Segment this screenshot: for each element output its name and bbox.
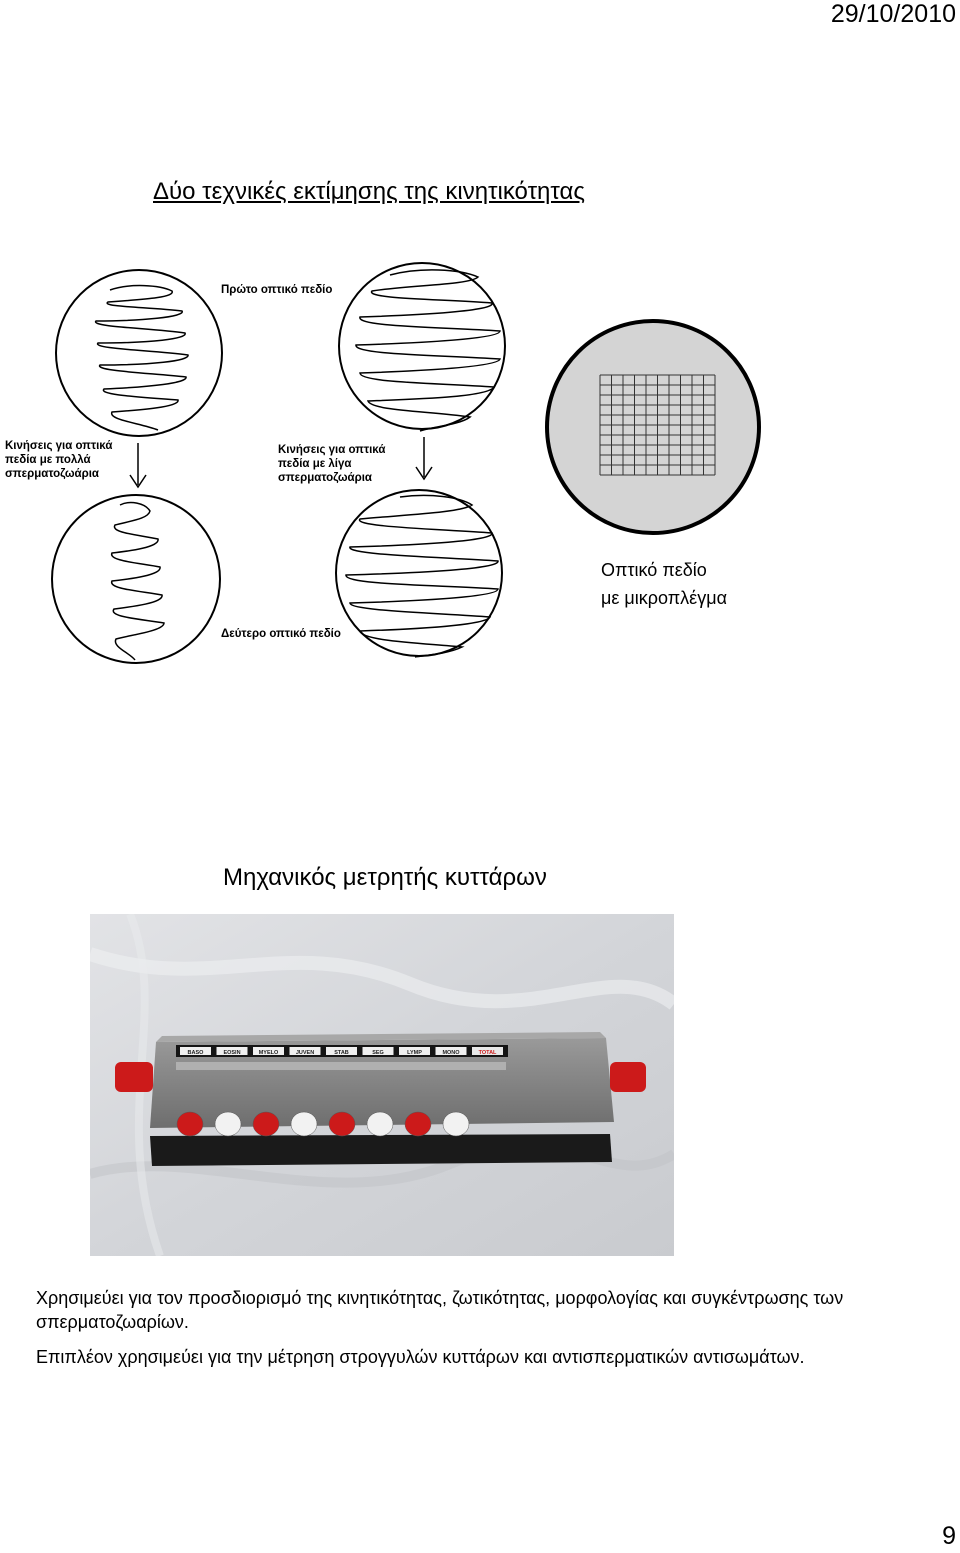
counter-key-label: LYMP — [407, 1050, 422, 1056]
motility-diagram-svg — [0, 255, 780, 675]
field-circle-few-second — [336, 490, 502, 657]
label-many-sperm — [5, 439, 112, 481]
field-circle-many-first — [56, 270, 222, 436]
section-title-motility: Δύο τεχνικές εκτίμησης της κινητικότητας — [153, 178, 585, 205]
counter-key-label: JUVEN — [295, 1050, 315, 1056]
counter-key-labels — [180, 1047, 503, 1056]
cell-counter-photo — [90, 914, 674, 1256]
label-many-line1: Κινήσεις για οπτικά — [5, 440, 113, 452]
paragraph-additional-usage: Επιπλέον χρησιμεύει για την μέτρηση στρογγυλών κυττάρων και αντισπερματικών αντισωμάτων. — [36, 1347, 805, 1367]
counter-key-label: SEG — [372, 1050, 384, 1056]
counter-key-label: BASO — [187, 1050, 204, 1056]
left-reset-knob — [115, 1062, 153, 1092]
counter-key-label: EOSIN — [223, 1050, 241, 1056]
page-date: 29/10/2010 — [830, 0, 956, 28]
microgrid-caption — [601, 556, 727, 612]
counter-button-white — [367, 1112, 393, 1136]
label-few-line1: Κινήσεις για οπτικά — [278, 444, 386, 456]
microgrid-caption-line2: με μικροπλέγμα — [601, 588, 727, 608]
label-few-line3: σπερματοζωάρια — [278, 472, 372, 484]
paragraph-usage: Χρησιμεύει για τον προσδιορισμό της κινητικότητας, ζωτικότητας, μορφολογίας και συγκέντρωσης των σπερματοζωαρίων. — [36, 1288, 844, 1332]
page-number: 9 — [942, 1522, 956, 1550]
counter-button-red — [405, 1112, 431, 1136]
motility-diagram — [0, 255, 780, 675]
field-circle-many-second — [52, 495, 220, 663]
section-title-cell-counter: Μηχανικός μετρητής κυττάρων — [223, 864, 547, 891]
microgrid-field — [547, 321, 759, 533]
counter-key-label: TOTAL — [478, 1050, 497, 1056]
counter-button-white — [291, 1112, 317, 1136]
label-many-line2: πεδία με πολλά — [5, 454, 91, 466]
field-circle-few-first — [339, 263, 505, 431]
cell-counter-photo-svg — [90, 914, 674, 1256]
label-few-line2: πεδία με λίγα — [278, 458, 352, 470]
label-few-sperm — [278, 443, 385, 485]
counter-button-red — [177, 1112, 203, 1136]
label-many-line3: σπερματοζωάρια — [5, 468, 99, 480]
counter-key-label: STAB — [334, 1050, 349, 1056]
counter-button-white — [443, 1112, 469, 1136]
label-first-field: Πρώτο οπτικό πεδίο — [221, 284, 333, 296]
right-reset-knob — [610, 1062, 646, 1092]
counter-button-red — [329, 1112, 355, 1136]
microgrid-caption-line1: Οπτικό πεδίο — [601, 560, 707, 580]
counter-key-label: MYELO — [258, 1050, 279, 1056]
counter-button-white — [215, 1112, 241, 1136]
counter-key-label: MONO — [442, 1050, 460, 1056]
counter-button-red — [253, 1112, 279, 1136]
label-second-field: Δεύτερο οπτικό πεδίο — [221, 628, 341, 640]
